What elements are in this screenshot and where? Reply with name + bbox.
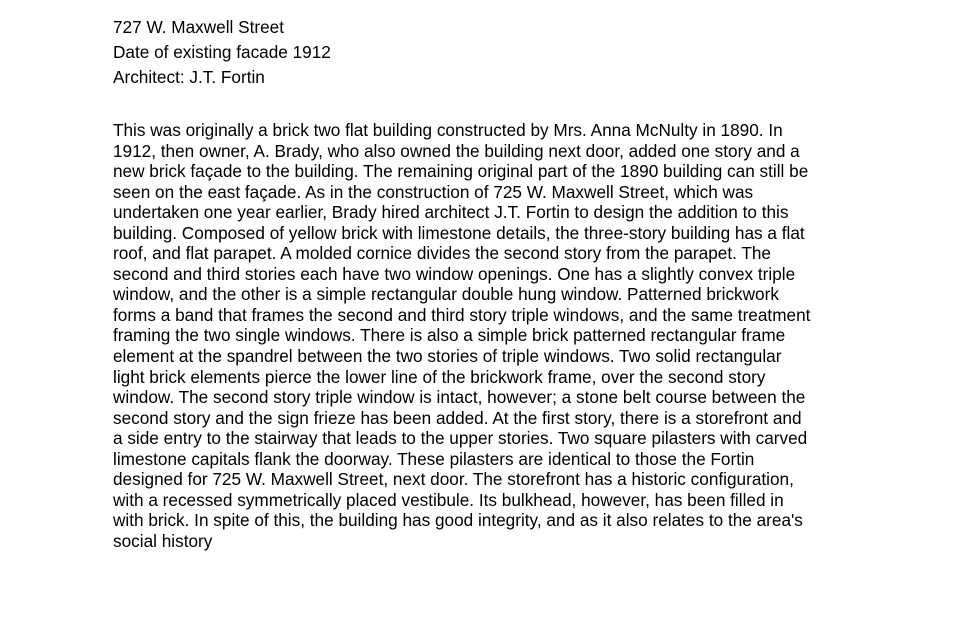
paragraph-line: framing the two single windows. There is also a simple brick patterned rectangular frame bbox=[113, 325, 786, 346]
paragraph-line: seen on the east façade. As in the construction of 725 W. Maxwell Street, which was bbox=[113, 181, 754, 202]
paragraph-line: forms a band that frames the second and third story triple windows, and the same treatment bbox=[113, 304, 811, 325]
paragraph-line: limestone capitals flank the doorway. These pilasters are identical to those the Fortin bbox=[113, 448, 755, 469]
paragraph-line: building. Composed of yellow brick with limestone details, the three-story building has a flat bbox=[113, 222, 805, 243]
address-heading: 727 W. Maxwell Street bbox=[113, 17, 284, 37]
paragraph-line: with a recessed symmetrically placed vestibule. Its bulkhead, however, has been filled in bbox=[113, 489, 784, 510]
facade-date-line: Date of existing facade 1912 bbox=[113, 42, 331, 62]
paragraph-line: This was originally a brick two flat building constructed by Mrs. Anna McNulty in 1890. In bbox=[113, 120, 783, 140]
description-paragraph bbox=[113, 120, 933, 551]
architect-line: Architect: J.T. Fortin bbox=[113, 67, 265, 87]
paragraph-line: a side entry to the stairway that leads to the upper stories. Two square pilasters with carved bbox=[113, 428, 808, 449]
paragraph-line: social history bbox=[113, 530, 213, 551]
paragraph-line: 1912, then owner, A. Brady, who also owned the building next door, added one story and a bbox=[113, 140, 800, 161]
paragraph-line: light brick elements pierce the lower line of the brickwork frame, over the second story bbox=[113, 366, 766, 387]
paragraph-line: new brick façade to the building. The remaining original part of the 1890 building can still be bbox=[113, 161, 809, 182]
paragraph-line: window, and the other is a simple rectangular double hung window. Patterned brickwork bbox=[113, 284, 779, 305]
paragraph-line: element at the spandrel between the two stories of triple windows. Two solid rectangular bbox=[113, 346, 782, 367]
document-header bbox=[113, 15, 933, 90]
paragraph-line: second and third stories each have two window openings. One has a slightly convex triple bbox=[113, 263, 796, 284]
paragraph-line: with brick. In spite of this, the building has good integrity, and as it also relates to the area's bbox=[113, 510, 803, 531]
paragraph-line: window. The second story triple window is intact, however; a stone belt course between the bbox=[113, 387, 806, 408]
paragraph-line: undertaken one year earlier, Brady hired architect J.T. Fortin to design the addition to this bbox=[113, 202, 789, 223]
paragraph-line: second story and the sign frieze has been added. At the first story, there is a storefront and bbox=[113, 407, 802, 428]
paragraph-line: designed for 725 W. Maxwell Street, next door. The storefront has a historic configuration, bbox=[113, 469, 794, 490]
paragraph-line: roof, and flat parapet. A molded cornice divides the second story from the parapet. The bbox=[113, 243, 771, 264]
